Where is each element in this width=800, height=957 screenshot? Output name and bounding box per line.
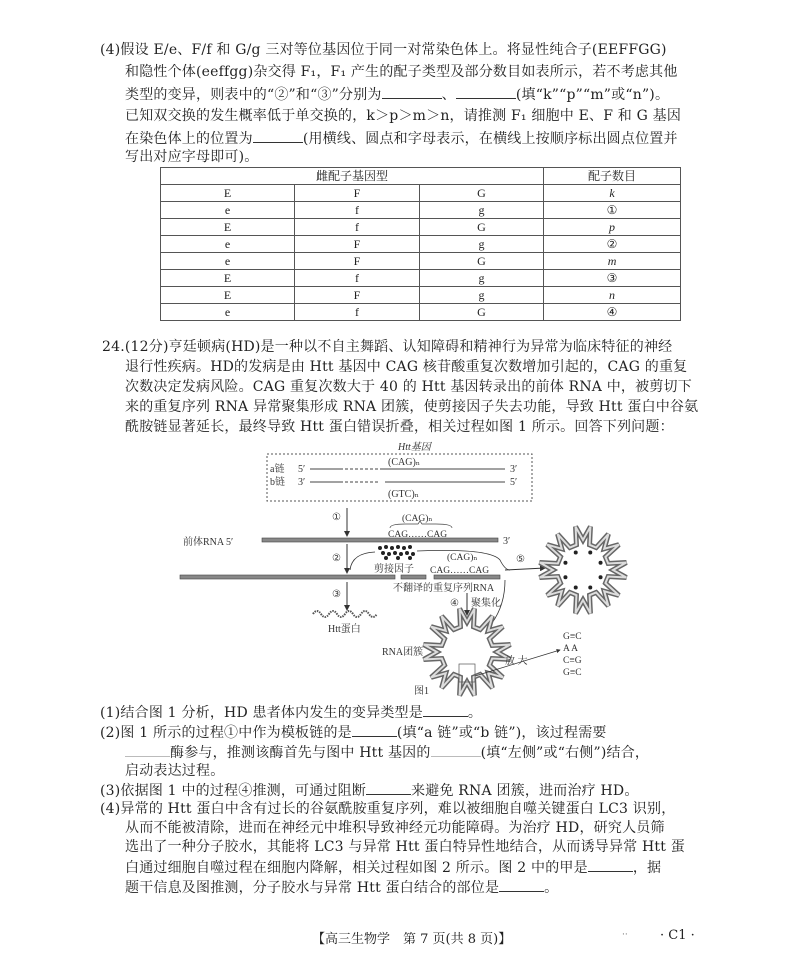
genotype-cell: e xyxy=(161,304,295,321)
q23-4-line: 写出对应字母即可)。 xyxy=(125,149,259,165)
genotype-cell: f xyxy=(295,270,420,287)
genotype-cell: g xyxy=(420,202,544,219)
splicing-arrow xyxy=(350,552,375,570)
separator: 、 xyxy=(441,87,456,103)
splicing-factor-dot xyxy=(384,545,388,549)
genotype-cell: E xyxy=(161,287,295,304)
figure-caption: 图1 xyxy=(414,686,429,697)
htt-protein-label: Htt蛋白 xyxy=(328,624,361,635)
base-pair: A A xyxy=(563,644,579,654)
bound-splicing-factor xyxy=(588,550,592,554)
q23-4-text: 类型的变异，则表中的“②”和“③”分别为 xyxy=(125,87,382,103)
splicing-factor-label: 剪接因子 xyxy=(374,564,414,575)
splicing-factor-dot xyxy=(384,556,388,560)
q1-text: (1)结合图 1 分析，HD 患者体内发生的变异类型是 xyxy=(100,705,423,721)
cag-repeat-bottom: CAG……CAG xyxy=(430,566,490,576)
q4-line: 选出了一种分子胶水，其能将 LC3 与异常 Htt 蛋白特异性地结合，从而诱导异常 Htt 蛋 xyxy=(125,839,685,855)
answer-blank-q2-template[interactable] xyxy=(352,723,397,737)
rna-cluster-shape xyxy=(540,527,627,614)
q4-line: 从而不能被清除，进而在神经元中堆积导致神经元功能障碍。为治疗 HD，研究人员筛 xyxy=(125,820,665,836)
splicing-factor-dot xyxy=(408,556,412,560)
cag-n-top: (CAG)ₙ xyxy=(402,514,433,524)
genotype-cell: f xyxy=(295,304,420,321)
answer-blank-q2-enzyme[interactable] xyxy=(125,743,170,757)
bound-splicing-factor xyxy=(599,575,603,579)
q23-4-text: (填“k”“p”“m”或“n”)。 xyxy=(515,87,670,103)
count-cell: m xyxy=(544,253,681,270)
untranslated-rna-label: 不翻译的重复序列RNA xyxy=(393,583,495,594)
answer-blank-q4-site[interactable] xyxy=(499,878,544,892)
genotype-cell: E xyxy=(161,185,295,202)
bound-splicing-factor xyxy=(588,586,592,590)
genotype-cell: F xyxy=(295,253,420,270)
q4-text: 题干信息及图推测，分子胶水与异常 Htt 蛋白结合的部位是 xyxy=(125,880,500,896)
q2-text: (填“左侧”或“右侧”)结合， xyxy=(480,745,650,761)
q3-text: (3)依据图 1 中的过程④推测，可通过阻断 xyxy=(100,783,367,799)
step-2-label: ② xyxy=(332,553,341,564)
genotype-cell: e xyxy=(161,202,295,219)
strand-a-label: a链 xyxy=(270,464,285,475)
q2-text: (2)图 1 所示的过程①中作为模板链的是 xyxy=(100,725,352,741)
q2-text: 酶参与，推测该酶首先与图中 Htt 基因的 xyxy=(170,745,431,761)
q23-4-text: (用横线、圆点和字母表示，在横线上按顺序标出圆点位置并 xyxy=(302,131,678,147)
splicing-factor-dot xyxy=(381,551,385,555)
splicing-factor-dot xyxy=(408,545,412,549)
genotype-cell: g xyxy=(420,270,544,287)
cag-n-label: (CAG)ₙ xyxy=(388,457,421,468)
splicing-factor-dot xyxy=(405,551,409,555)
splicing-factor-dot xyxy=(402,546,406,550)
q2-line xyxy=(125,743,649,762)
genotype-cell: G xyxy=(420,304,544,321)
rna-cluster-shape xyxy=(424,609,511,696)
genotype-cell: g xyxy=(420,287,544,304)
genotype-cell: g xyxy=(420,236,544,253)
header-genotype: 雌配子基因型 xyxy=(161,168,544,185)
brace-top xyxy=(390,521,452,528)
answer-blank-q4-jia[interactable] xyxy=(588,858,633,872)
q4-line xyxy=(125,878,558,897)
footer-code: · C1 · xyxy=(660,928,695,943)
count-cell: ② xyxy=(544,236,681,253)
q24-line: 来的重复序列 RNA 异常聚集形成 RNA 团簇，使剪接因子失去功能，导致 Htt 蛋白中谷氨 xyxy=(125,399,699,415)
genotype-cell: F xyxy=(295,236,420,253)
splicing-factor-dots xyxy=(378,545,415,560)
q24-line: 退行性疾病。HD的发病是由 Htt 基因中 CAG 核苷酸重复次数增加引起的，CAG 的重复 xyxy=(125,359,688,375)
answer-blank-q1[interactable] xyxy=(423,703,468,717)
q24-line: 酰胺链显著延长，最终导致 Htt 蛋白错误折叠，相关过程如图 1 所示。回答下列问题： xyxy=(125,419,674,435)
q2-line: 启动表达过程。 xyxy=(125,763,225,779)
b-3-prime: 3′ xyxy=(298,477,306,488)
footer-mark: ·· xyxy=(622,930,628,940)
count-cell: ④ xyxy=(544,304,681,321)
q24-line: 24.(12分)亨廷顿病(HD)是一种以不自主舞蹈、认知障碍和精神行为异常为临床特征的神经 xyxy=(102,339,673,355)
strand-b-label: b链 xyxy=(270,477,285,488)
rna-cluster-with-factors xyxy=(540,527,627,614)
q3-line xyxy=(100,781,639,800)
genotype-cell: F xyxy=(295,287,420,304)
rna-cluster xyxy=(424,609,511,696)
q1-end: 。 xyxy=(467,705,483,721)
b-5-prime: 5′ xyxy=(510,477,518,488)
genotype-cell: f xyxy=(295,219,420,236)
bound-splicing-factor xyxy=(563,561,567,565)
footer-page-info: 【高三生物学 第 7 页(共 8 页)】 xyxy=(312,932,512,947)
q2-line xyxy=(100,723,607,742)
aggregation-label: 聚集化 xyxy=(471,598,501,609)
arrow-step-5 xyxy=(505,568,545,570)
q4-text: 白通过细胞自噬过程在细胞内降解，相关过程如图 2 所示。图 2 中的甲是 xyxy=(125,860,588,876)
genotype-cell: e xyxy=(161,253,295,270)
genotype-cell: F xyxy=(295,185,420,202)
htt-protein-chain xyxy=(313,611,377,617)
cag-repeat-top: CAG……CAG xyxy=(388,530,448,540)
splicing-factor-dot xyxy=(378,546,382,550)
header-count: 配子数目 xyxy=(544,168,681,185)
count-cell: p xyxy=(544,219,681,236)
step-4-label: ④ xyxy=(450,598,459,609)
step-3-label: ③ xyxy=(332,589,341,600)
precursor-rna-bar xyxy=(262,538,498,542)
count-cell: ① xyxy=(544,202,681,219)
q23-4-text: 在染色体上的位置为 xyxy=(125,131,253,147)
splicing-factor-dot xyxy=(396,556,400,560)
answer-blank-q3[interactable] xyxy=(366,781,411,795)
q3-text: 来避免 RNA 团簇，进而治疗 HD。 xyxy=(411,783,639,799)
count-cell: k xyxy=(544,185,681,202)
bound-splicing-factor xyxy=(563,575,567,579)
rna-cluster-label: RNA团簇 xyxy=(382,647,424,658)
genotype-cell: E xyxy=(161,219,295,236)
q2-text: (填“a 链”或“b 链”)，该过程需要 xyxy=(396,725,607,741)
bound-splicing-factor xyxy=(599,561,603,565)
splicing-factor-dot xyxy=(411,552,415,556)
genotype-cell: G xyxy=(420,219,544,236)
base-pair: G≡C xyxy=(563,632,582,642)
count-cell: n xyxy=(544,287,681,304)
dna-strands xyxy=(310,469,505,482)
q1-line xyxy=(100,703,482,722)
splicing-factor-dot xyxy=(387,552,391,556)
rna-3-prime: 3′ xyxy=(503,536,511,547)
splicing-factor-dot xyxy=(396,545,400,549)
a-5-prime: 5′ xyxy=(298,464,306,475)
a-3-prime: 3′ xyxy=(510,464,518,475)
q23-4-line: 已知双交换的发生概率低于单交换的，k＞p＞m＞n，请推测 F₁ 细胞中 E、F 和 G 基因 xyxy=(125,108,682,124)
precursor-rna-label: 前体RNA 5′ xyxy=(183,537,234,548)
q23-4-line: (4)假设 E/e、F/f 和 G/g 三对等位基因位于同一对常染色体上。将显性纯合子(EEFFGG) xyxy=(100,42,667,58)
answer-blank-q2-side[interactable] xyxy=(431,743,481,757)
q23-4-line: 和隐性个体(eeffgg)杂交得 F₁，F₁ 产生的配子类型及部分数目如表所示，若不考虑其他 xyxy=(125,64,678,80)
base-pair: G≡C xyxy=(563,668,582,678)
bound-splicing-factor xyxy=(574,586,578,590)
splicing-factor-dot xyxy=(399,552,403,556)
step-5-label: ⑤ xyxy=(516,554,525,565)
splicing-factor-dot xyxy=(393,551,397,555)
genotype-cell: G xyxy=(420,185,544,202)
genotype-cell: G xyxy=(420,253,544,270)
genotype-cell: E xyxy=(161,270,295,287)
base-pair: C≡G xyxy=(563,656,582,666)
genotype-cell: f xyxy=(295,202,420,219)
q24-line: 次数决定发病风险。CAG 重复次数大于 40 的 Htt 基因转录出的前体 RNA 中，被剪切下 xyxy=(125,379,692,395)
splicing-factor-dot xyxy=(390,546,394,550)
gtc-n-label: (GTC)ₙ xyxy=(388,489,419,500)
q4-line: (4)异常的 Htt 蛋白中含有过长的谷氨酰胺重复序列，难以被细胞自噬关键蛋白 LC3 识别， xyxy=(100,801,676,817)
q4-text: 。 xyxy=(544,880,559,896)
bound-splicing-factor xyxy=(574,550,578,554)
magnify-label: 放 大 xyxy=(505,656,528,667)
q4-text: ，据 xyxy=(632,860,662,876)
cag-n-bottom: (CAG)ₙ xyxy=(447,553,478,563)
q4-line xyxy=(125,858,661,877)
genotype-cell: e xyxy=(161,236,295,253)
gene-label: Htt基因 xyxy=(398,442,431,453)
step-1-label: ① xyxy=(332,512,341,523)
count-cell: ③ xyxy=(544,270,681,287)
